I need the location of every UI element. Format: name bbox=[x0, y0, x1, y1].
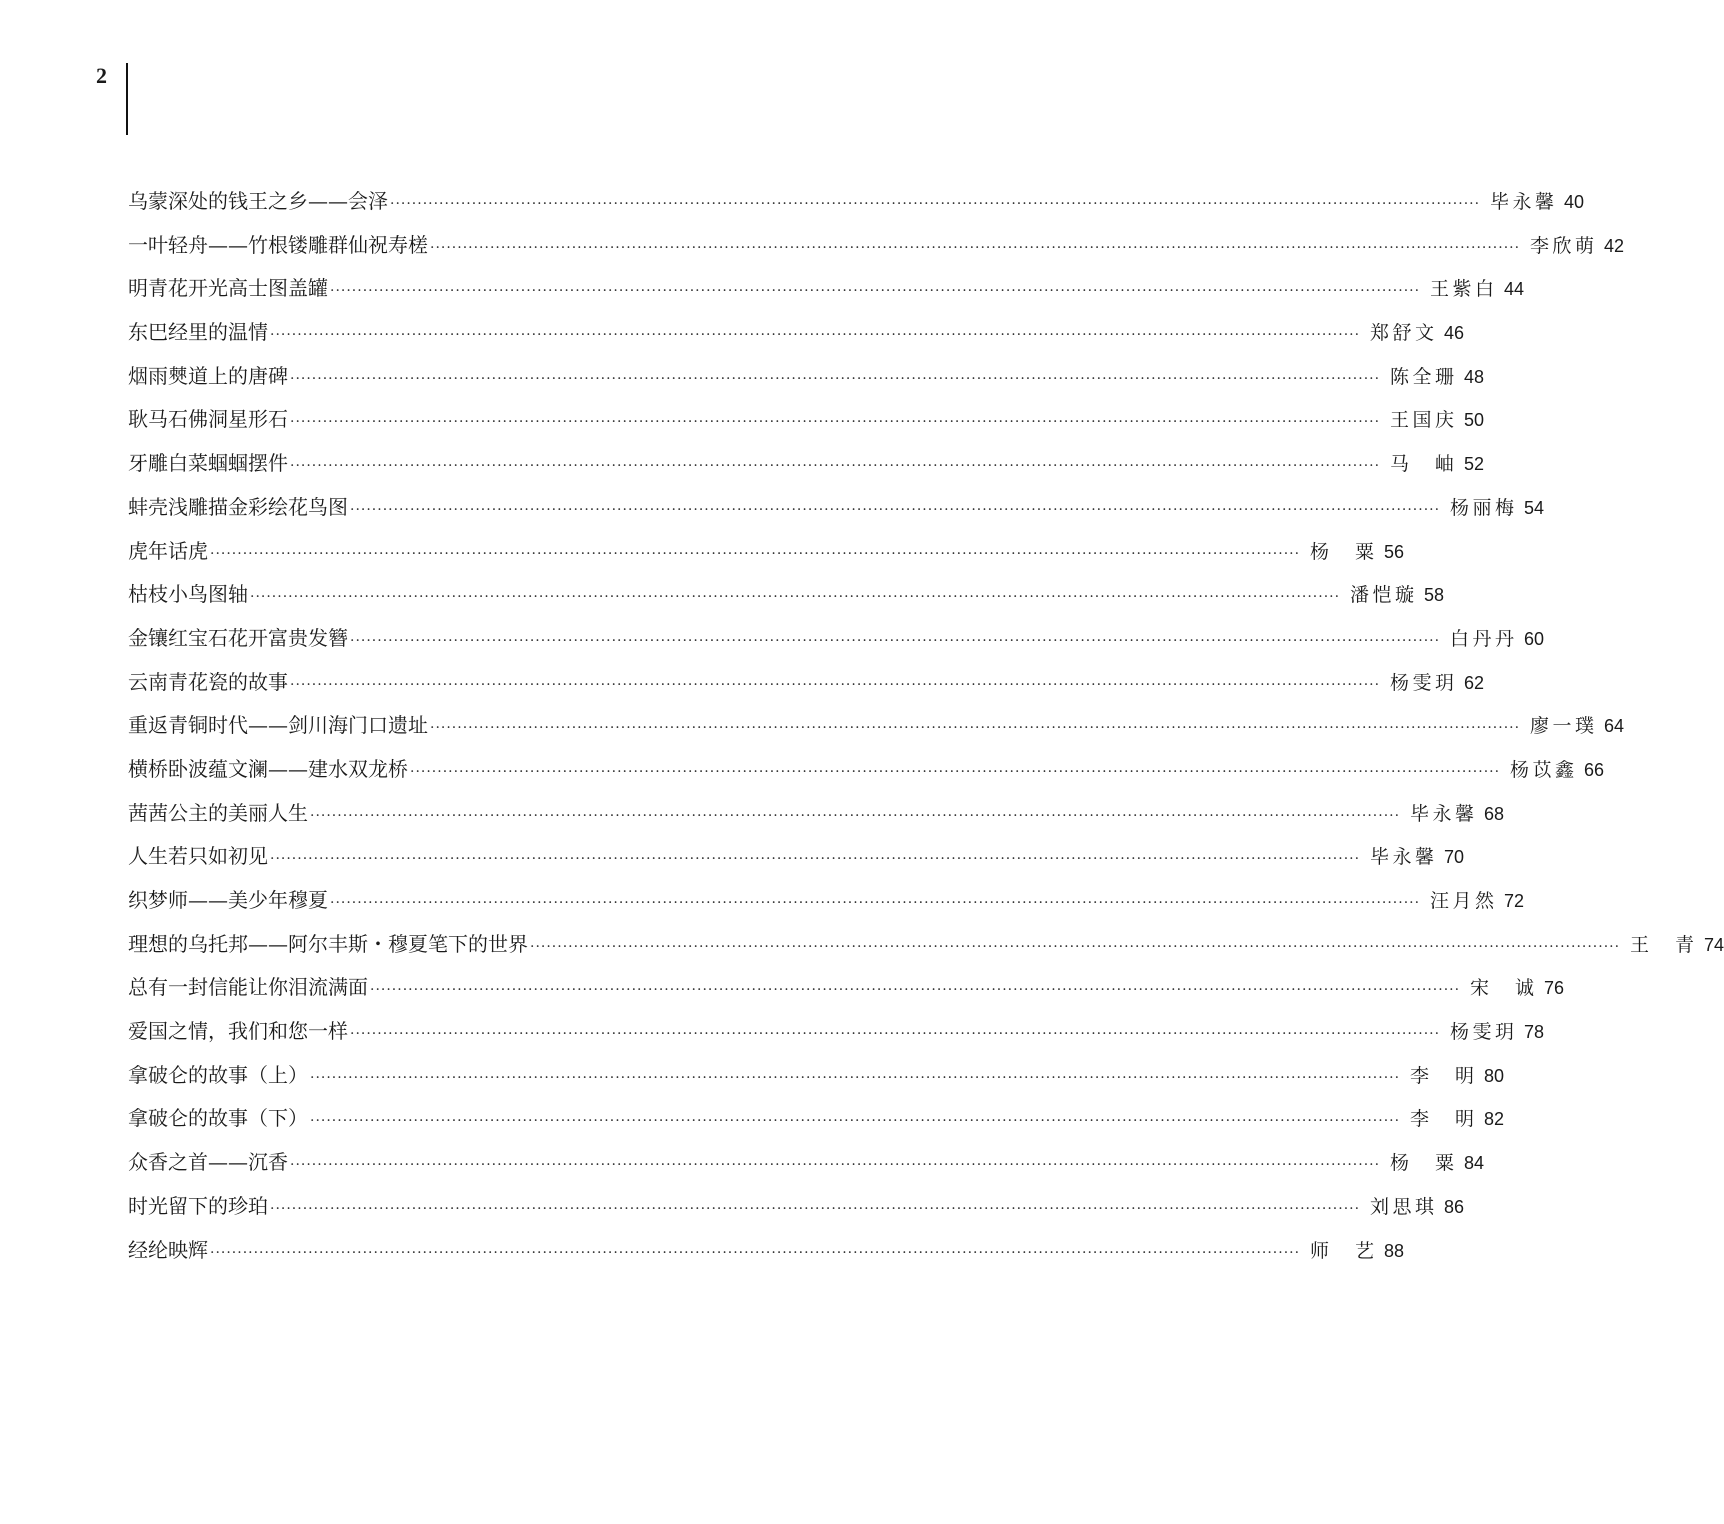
toc-entry-page: 40 bbox=[1564, 192, 1585, 212]
toc-entry[interactable] bbox=[128, 224, 1625, 268]
toc-entry-author: 毕 永 馨 bbox=[1490, 191, 1555, 213]
toc-entry-author: 李 欣 萌 bbox=[1530, 234, 1595, 257]
toc-entry-title: 烟雨僰道上的唐碑 bbox=[128, 363, 288, 388]
toc-entry-page: 62 bbox=[1464, 672, 1485, 693]
toc-entry-author: 汪 月 然 bbox=[1430, 890, 1495, 912]
toc-entry-page: 72 bbox=[1504, 891, 1525, 911]
toc-entry-title: 织梦师——美少年穆夏 bbox=[128, 888, 328, 912]
toc-entry[interactable] bbox=[128, 267, 1525, 311]
toc-entry-author: 王 紫 白 bbox=[1430, 278, 1495, 301]
toc-entry-page: 44 bbox=[1504, 279, 1525, 300]
dot-leader: ········································································································································································································ bbox=[370, 982, 1461, 999]
dot-leader: ········································································································································································································ bbox=[390, 196, 1481, 212]
dot-leader: ········································································································································································································ bbox=[270, 327, 1361, 344]
toc-entry-page: 46 bbox=[1444, 323, 1465, 344]
dot-leader: ········································································································································································································ bbox=[290, 414, 1381, 431]
toc-entry[interactable] bbox=[128, 617, 1545, 661]
toc-entry[interactable] bbox=[128, 573, 1445, 617]
toc-entry[interactable] bbox=[128, 879, 1525, 923]
toc-entry-title: 云南青花瓷的故事 bbox=[128, 669, 288, 694]
toc-entry-page: 70 bbox=[1444, 847, 1465, 868]
dot-leader: ········································································································································································································ bbox=[430, 720, 1521, 737]
toc-entry-author: 杨 苡 鑫 bbox=[1510, 758, 1575, 781]
toc-entry-title: 总有一封信能让你泪流满面 bbox=[128, 975, 368, 1000]
toc-entry-page: 48 bbox=[1464, 366, 1485, 387]
toc-entry[interactable] bbox=[128, 748, 1605, 792]
toc-entry[interactable] bbox=[128, 923, 1724, 967]
toc-entry[interactable] bbox=[128, 661, 1485, 705]
toc-entry-page: 52 bbox=[1464, 454, 1485, 475]
toc-entry-page: 78 bbox=[1524, 1022, 1545, 1043]
dot-leader: ········································································································································································································ bbox=[290, 370, 1381, 387]
toc-entry-author: 毕 永 馨 bbox=[1370, 846, 1435, 869]
toc-entry-page: 82 bbox=[1484, 1109, 1505, 1130]
toc-entry-author: 杨 粟 bbox=[1390, 1152, 1455, 1175]
toc-entry-author: 廖 一 璞 bbox=[1530, 715, 1595, 738]
dot-leader: ········································································································································································································ bbox=[290, 1157, 1381, 1174]
toc-entry-title: 众香之首——沉香 bbox=[128, 1150, 288, 1175]
dot-leader: ········································································································································································································ bbox=[270, 851, 1361, 868]
toc-entry[interactable] bbox=[128, 792, 1505, 836]
toc-entry-page: 74 bbox=[1704, 934, 1724, 955]
table-of-contents bbox=[128, 180, 1724, 1272]
toc-entry-title: 金镶红宝石花开富贵发簪 bbox=[128, 625, 348, 650]
dot-leader: ········································································································································································································ bbox=[310, 1069, 1401, 1086]
toc-entry-title: 枯枝小鸟图轴 bbox=[128, 582, 248, 607]
toc-entry-page: 54 bbox=[1524, 497, 1545, 518]
toc-entry-title: 重返青铜时代——剑川海门口遗址 bbox=[128, 713, 428, 738]
toc-entry-author: 李 明 bbox=[1410, 1064, 1475, 1087]
toc-entry-author: 宋 诚 bbox=[1470, 977, 1535, 1000]
toc-entry-page: 76 bbox=[1544, 978, 1565, 999]
toc-entry[interactable] bbox=[128, 1054, 1505, 1098]
dot-leader: ········································································································································································································ bbox=[290, 458, 1381, 475]
toc-entry-title: 时光留下的珍珀 bbox=[128, 1193, 268, 1218]
toc-entry[interactable] bbox=[128, 486, 1545, 530]
toc-entry-title: 乌蒙深处的钱王之乡——会泽 bbox=[128, 189, 388, 213]
dot-leader: ········································································································································································································ bbox=[310, 1113, 1401, 1130]
toc-entry[interactable] bbox=[128, 1097, 1505, 1141]
toc-entry-title: 爱国之情，我们和您一样 bbox=[128, 1019, 348, 1044]
dot-leader: ········································································································································································································ bbox=[210, 1244, 1301, 1261]
toc-entry-title: 蚌壳浅雕描金彩绘花鸟图 bbox=[128, 494, 348, 519]
toc-entry-title: 拿破仑的故事（下） bbox=[128, 1106, 308, 1131]
toc-entry-title: 拿破仑的故事（上） bbox=[128, 1062, 308, 1087]
toc-entry-page: 84 bbox=[1464, 1153, 1485, 1174]
toc-entry-page: 42 bbox=[1604, 235, 1625, 256]
toc-entry-author: 王 国 庆 bbox=[1390, 409, 1455, 432]
toc-entry-page: 80 bbox=[1484, 1065, 1505, 1086]
dot-leader: ········································································································································································································ bbox=[330, 895, 1421, 911]
page-header-rule bbox=[126, 63, 128, 135]
toc-entry-author: 王 青 bbox=[1630, 933, 1695, 956]
toc-entry-title: 横桥卧波蕴文澜——建水双龙桥 bbox=[128, 756, 408, 781]
toc-entry-author: 师 艺 bbox=[1310, 1239, 1375, 1262]
toc-entry-title: 虎年话虎 bbox=[128, 538, 208, 563]
toc-entry-author: 杨 粟 bbox=[1310, 540, 1375, 563]
dot-leader: ········································································································································································································ bbox=[410, 763, 1501, 780]
toc-entry-page: 64 bbox=[1604, 716, 1625, 737]
dot-leader: ········································································································································································································ bbox=[250, 589, 1341, 606]
dot-leader: ········································································································································································································ bbox=[270, 1200, 1361, 1217]
dot-leader: ········································································································································································································ bbox=[350, 1026, 1441, 1043]
toc-entry-page: 86 bbox=[1444, 1196, 1465, 1217]
toc-entry-page: 88 bbox=[1384, 1240, 1405, 1261]
toc-entry[interactable] bbox=[128, 1229, 1405, 1273]
toc-entry-page: 56 bbox=[1384, 541, 1405, 562]
dot-leader: ········································································································································································································ bbox=[330, 283, 1421, 300]
toc-entry-author: 毕 永 馨 bbox=[1410, 802, 1475, 825]
toc-entry-page: 50 bbox=[1464, 410, 1485, 431]
toc-entry-title: 经纶映辉 bbox=[128, 1237, 208, 1262]
toc-entry-page: 58 bbox=[1424, 585, 1445, 606]
toc-entry-title: 明青花开光高士图盖罐 bbox=[128, 276, 328, 301]
toc-entry-author: 刘 思 琪 bbox=[1370, 1195, 1435, 1218]
dot-leader: ········································································································································································································ bbox=[430, 239, 1521, 256]
toc-entry[interactable] bbox=[128, 530, 1405, 574]
toc-entry-title: 东巴经里的温情 bbox=[128, 320, 268, 345]
toc-entry-author: 杨 丽 梅 bbox=[1450, 496, 1515, 519]
toc-entry[interactable] bbox=[128, 442, 1485, 486]
toc-entry[interactable] bbox=[128, 180, 1585, 224]
toc-entry[interactable] bbox=[128, 1010, 1545, 1054]
toc-entry-page: 60 bbox=[1524, 628, 1545, 649]
toc-entry[interactable] bbox=[128, 966, 1565, 1010]
toc-entry-title: 人生若只如初见 bbox=[128, 844, 268, 869]
toc-entry-author: 白 丹 丹 bbox=[1450, 627, 1515, 650]
toc-entry[interactable] bbox=[128, 704, 1625, 748]
toc-entry-page: 66 bbox=[1584, 759, 1605, 780]
toc-entry[interactable] bbox=[128, 355, 1485, 399]
toc-entry-author: 陈 全 珊 bbox=[1390, 365, 1455, 388]
toc-entry-page: 68 bbox=[1484, 803, 1505, 824]
toc-entry[interactable] bbox=[128, 835, 1465, 879]
toc-entry[interactable] bbox=[128, 398, 1485, 442]
dot-leader: ········································································································································································································ bbox=[350, 501, 1441, 518]
toc-entry-author: 马 岫 bbox=[1390, 453, 1455, 476]
dot-leader: ········································································································································································································ bbox=[310, 807, 1401, 824]
toc-entry-title: 耿马石佛洞星形石 bbox=[128, 407, 288, 432]
toc-entry-title: 理想的乌托邦——阿尔丰斯・穆夏笔下的世界 bbox=[128, 931, 528, 956]
toc-entry-title: 茜茜公主的美丽人生 bbox=[128, 800, 308, 825]
toc-entry-author: 李 明 bbox=[1410, 1108, 1475, 1131]
page-number: 2 bbox=[96, 63, 107, 88]
toc-entry[interactable] bbox=[128, 1185, 1465, 1229]
dot-leader: ········································································································································································································ bbox=[210, 545, 1301, 562]
toc-entry-author: 郑 舒 文 bbox=[1370, 322, 1435, 345]
toc-entry-title: 牙雕白菜蝈蝈摆件 bbox=[128, 451, 288, 476]
toc-entry-author: 杨 雯 玥 bbox=[1450, 1021, 1515, 1044]
toc-entry[interactable] bbox=[128, 1141, 1485, 1185]
dot-leader: ········································································································································································································ bbox=[290, 676, 1381, 693]
toc-entry-author: 潘 恺 璇 bbox=[1350, 584, 1415, 607]
toc-entry[interactable] bbox=[128, 311, 1465, 355]
dot-leader: ········································································································································································································ bbox=[530, 938, 1621, 955]
dot-leader: ········································································································································································································ bbox=[350, 632, 1441, 649]
toc-entry-title: 一叶轻舟——竹根镂雕群仙祝寿槎 bbox=[128, 232, 428, 257]
toc-entry-author: 杨 雯 玥 bbox=[1390, 671, 1455, 694]
